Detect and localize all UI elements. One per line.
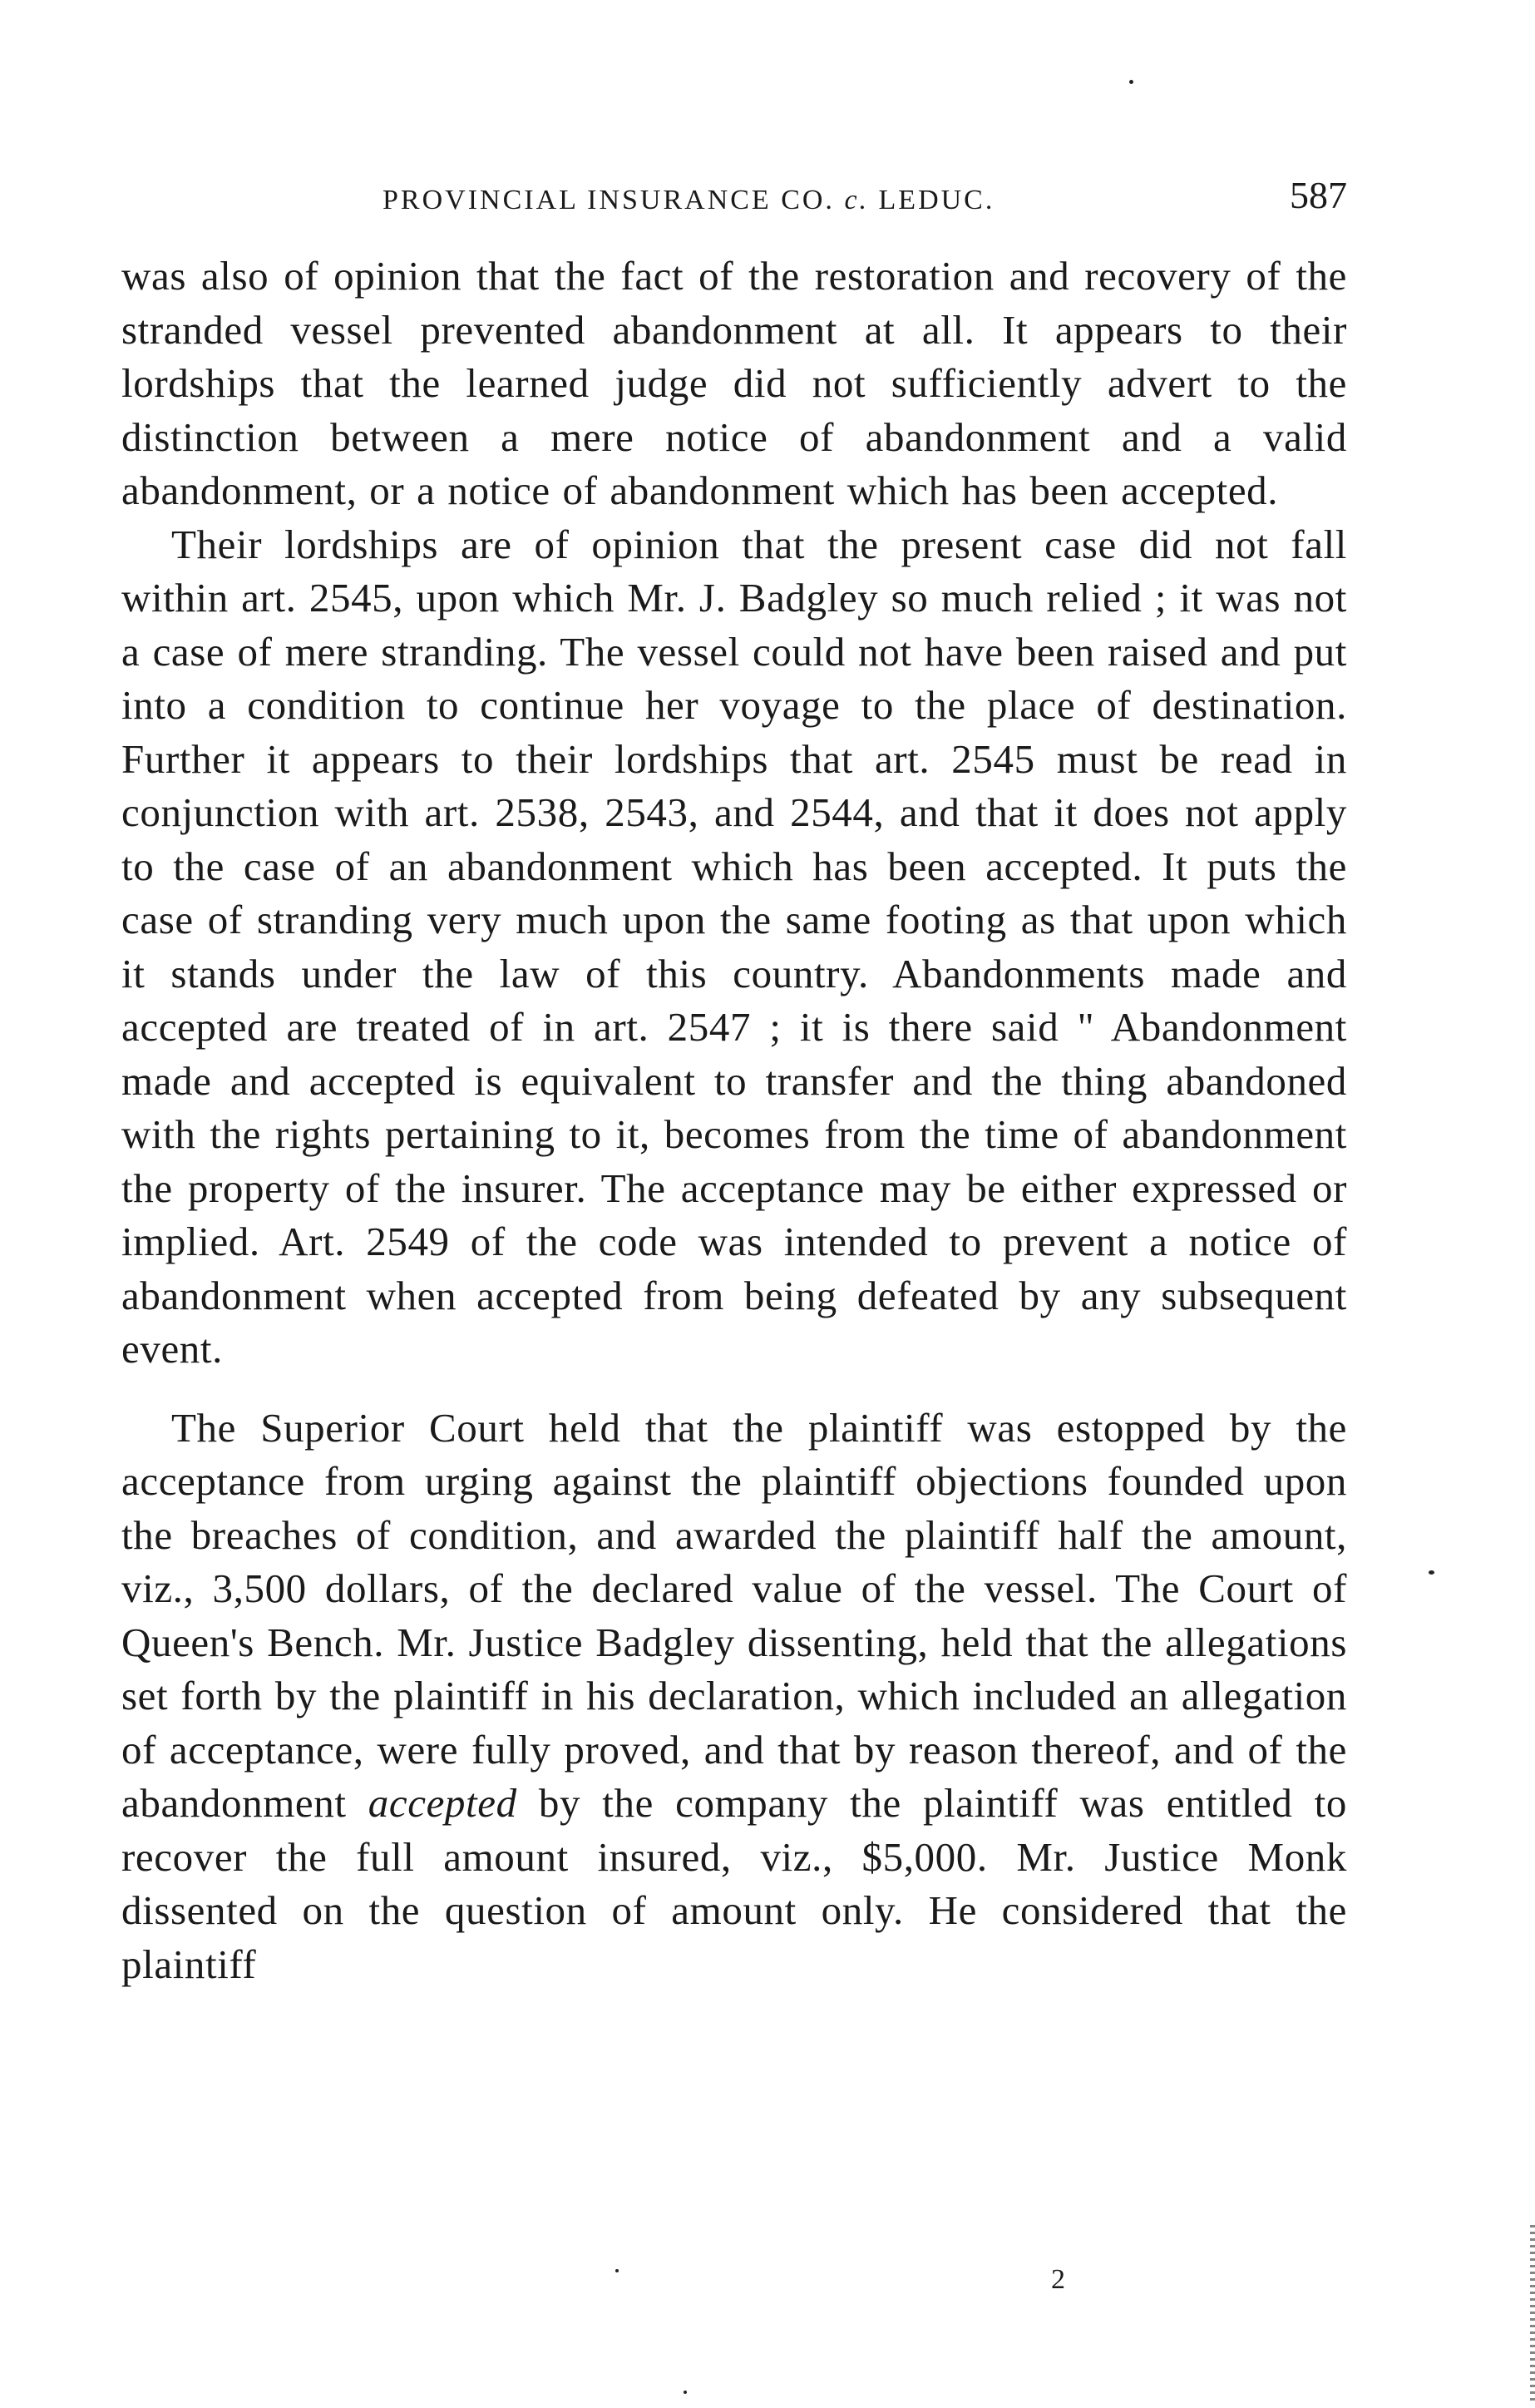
- paragraph-superior-court: [121, 1402, 1347, 1992]
- print-speck: [615, 2269, 619, 2272]
- running-head: [125, 173, 1347, 231]
- print-speck: [1129, 80, 1133, 84]
- running-title-post: LEDUC.: [869, 185, 995, 215]
- page-number: 587: [1290, 174, 1347, 216]
- signature-mark: 2: [1051, 2264, 1065, 2295]
- paragraph-continued: was also of opinion that the fact of the restoration and recovery of the stranded vessel prevented abandonment at all. It appears to their lordships that the learned judge did not sufficiently advert to the distinction between a mere notice of abandonment and a valid abandonment, or a notice of abandonment which has been accepted.: [121, 253, 1347, 513]
- scan-edge-noise: [1530, 2225, 1535, 2404]
- paragraph-superior-court-text-b: by the company the plaintiff was entitled to recover the full amount insured, viz., $5,000. Mr. Justice Monk dissented on the question of amount only. He considered that the plaintiff: [121, 1780, 1347, 1987]
- running-title-pre: PROVINCIAL INSURANCE CO.: [383, 185, 845, 215]
- body-text: [121, 250, 1347, 1991]
- paragraph-lordships-opinion: Their lordships are of opinion that the present case did not fall within art. 2545, upon which Mr. J. Badgley so much relied ; it was not a case of mere stranding. The vessel could not have been raised and put into a condition to continue her voyage to the place of destination. Further it appears to their lordships that art. 2545 must be read in conjunction with art. 2538, 2543, and 2544, and that it does not apply to the case of an abandonment which has been accepted. It puts the case of stranding very much upon the same footing as that upon which it stands under the law of this country. Abandonments made and accepted are treated of in art. 2547 ; it is there said " Abandonment made and accepted is equivalent to transfer and the thing abandoned with the rights pertaining to it, becomes from the time of abandonment the property of the insurer. The acceptance may be either expressed or implied. Art. 2549 of the code was intended to prevent a notice of abandonment when accepted from being defeated by any subsequent event.: [121, 521, 1347, 1372]
- print-speck: [1429, 1570, 1434, 1575]
- print-speck: [684, 2391, 687, 2394]
- emphasis-accepted: accepted: [368, 1780, 517, 1826]
- running-title-versus: c.: [844, 185, 870, 215]
- paragraph-superior-court-text-a: The Superior Court held that the plaintiff was estopped by the acceptance from urging against the plaintiff objections founded upon the breaches of condition, and awarded the plaintiff half the amount, viz., 3,500 dollars, of the declared value of the vessel. The Court of Queen's Bench. Mr. Justice Badgley dissenting, held that the allegations set forth by the plaintiff in his declaration, which included an allegation of acceptance, were fully proved, and that by reason thereof, and of the abandonment: [121, 1404, 1347, 1826]
- running-title: [383, 185, 995, 216]
